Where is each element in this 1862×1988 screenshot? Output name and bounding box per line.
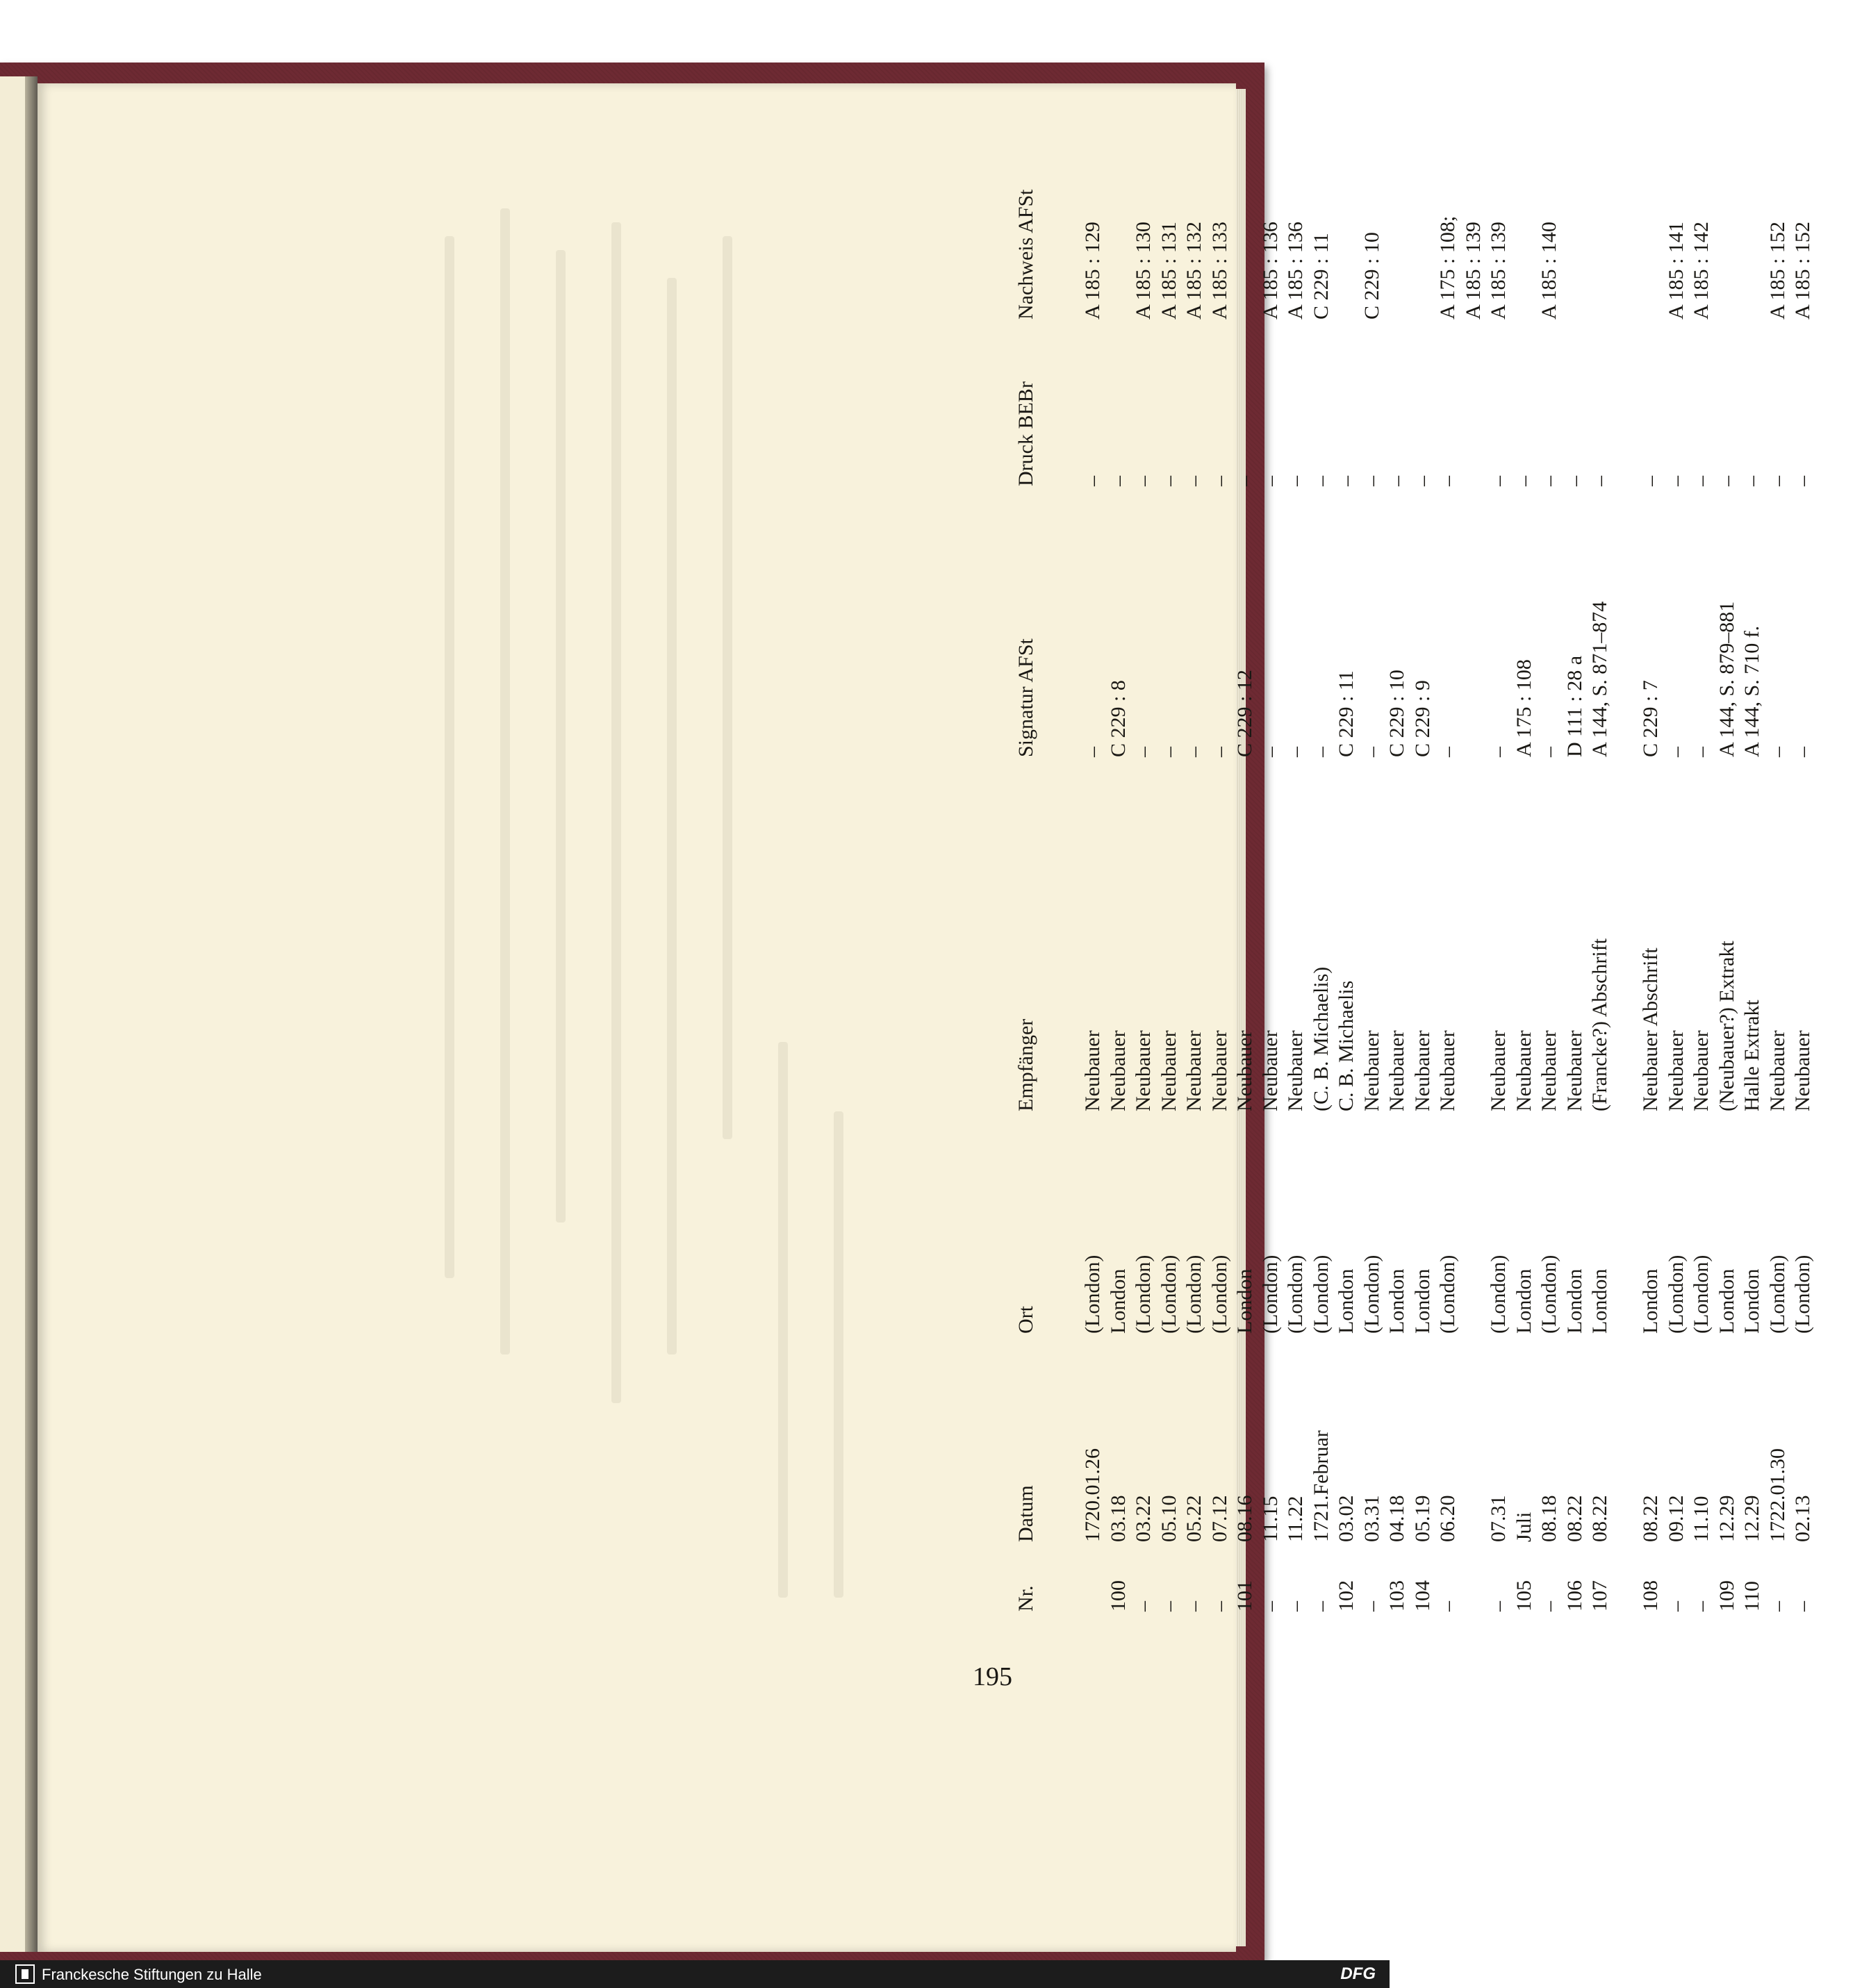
cell-nr: – xyxy=(1436,1601,1459,1612)
table-row xyxy=(1310,139,1333,1612)
cell-datum: 04.18 xyxy=(1385,1495,1408,1542)
cell-emp: Halle Extrakt xyxy=(1740,1000,1763,1111)
cell-druck: – xyxy=(1208,476,1231,486)
cell-sig: D 111 : 28 a xyxy=(1563,655,1586,757)
cell-nach: A 185 : 136 xyxy=(1258,222,1282,320)
cell-druck: – xyxy=(1588,476,1611,486)
table-row xyxy=(1183,139,1206,1612)
cell-emp: Neubauer Abschrift xyxy=(1639,947,1662,1111)
cell-druck: – xyxy=(1487,476,1510,486)
cell-druck: – xyxy=(1740,476,1763,486)
cell-datum: 08.22 xyxy=(1639,1495,1662,1542)
cell-nach: A 185 : 139 xyxy=(1487,222,1510,320)
cell-nr: – xyxy=(1309,1601,1333,1612)
cell-nr: – xyxy=(1360,1601,1383,1612)
cell-emp: Neubauer xyxy=(1081,1030,1104,1111)
header-datum: Datum xyxy=(1014,1485,1037,1542)
cell-datum: 03.31 xyxy=(1360,1495,1383,1542)
cell-ort: (London) xyxy=(1183,1254,1205,1334)
cell-sig: – xyxy=(1538,747,1560,757)
cell-emp: Neubauer xyxy=(1410,1030,1434,1111)
header-druck: Druck BEBr xyxy=(1014,381,1037,486)
table-row xyxy=(1360,139,1384,1612)
cell-sig: – xyxy=(1664,747,1688,757)
cell-emp: (Neubauer?) Extrakt xyxy=(1715,941,1738,1111)
left-page-edge xyxy=(0,76,26,1952)
cell-ort: (London) xyxy=(1208,1254,1231,1334)
cell-ort: London xyxy=(1740,1268,1763,1334)
cell-sig: A 144, S. 871–874 xyxy=(1588,601,1611,757)
table-row xyxy=(1436,139,1460,1612)
cell-druck: – xyxy=(1436,476,1459,486)
cell-emp: Neubauer xyxy=(1385,1030,1408,1111)
cell-druck: – xyxy=(1157,476,1180,486)
cell-nach: C 229 : 10 xyxy=(1360,232,1383,320)
cell-nach: A 185 : 152 xyxy=(1765,222,1789,320)
header-ort: Ort xyxy=(1014,1306,1037,1334)
cell-ort: (London) xyxy=(1436,1254,1459,1334)
cell-druck: – xyxy=(1385,476,1408,486)
cell-ort: London xyxy=(1410,1268,1434,1334)
cell-sig: A 175 : 108 xyxy=(1512,659,1535,757)
cell-druck: – xyxy=(1233,476,1256,486)
table-row xyxy=(1107,139,1130,1612)
table-row xyxy=(1791,139,1815,1612)
cell-nach: A 175 : 108; xyxy=(1436,215,1459,320)
dfg-logo: DFG xyxy=(1340,1964,1376,1983)
cell-ort: London xyxy=(1563,1268,1586,1334)
cell-datum: 03.18 xyxy=(1106,1495,1130,1542)
table-row xyxy=(1411,139,1435,1612)
cell-emp: Neubauer xyxy=(1690,1030,1713,1111)
cell-ort: London xyxy=(1639,1268,1662,1334)
table-header xyxy=(1014,139,1038,1612)
cell-nr: – xyxy=(1183,1601,1205,1612)
cell-ort: (London) xyxy=(1765,1254,1789,1334)
cell-datum: 08.18 xyxy=(1538,1495,1560,1542)
cell-nr: 105 xyxy=(1512,1580,1535,1612)
cell-datum: 08.22 xyxy=(1563,1495,1586,1542)
institution-name: Franckesche Stiftungen zu Halle xyxy=(42,1966,262,1983)
table-row xyxy=(1335,139,1358,1612)
cell-sig: – xyxy=(1487,747,1510,757)
table-row xyxy=(1563,139,1587,1612)
cell-emp: Neubauer xyxy=(1436,1030,1459,1111)
cell-emp: Neubauer xyxy=(1563,1030,1586,1111)
cell-nach: A 185 : 131 xyxy=(1157,222,1180,320)
cell-druck: – xyxy=(1690,476,1713,486)
cell-druck: – xyxy=(1664,476,1688,486)
cell-datum: 07.31 xyxy=(1487,1495,1510,1542)
cell-emp: Neubauer xyxy=(1765,1030,1789,1111)
header-empfaenger: Empfänger xyxy=(1014,1018,1037,1111)
cell-nr: – xyxy=(1765,1601,1789,1612)
cell-ort: (London) xyxy=(1690,1254,1713,1334)
cell-ort: (London) xyxy=(1132,1254,1155,1334)
cell-emp: Neubauer xyxy=(1664,1030,1688,1111)
cell-emp: (Francke?) Abschrift xyxy=(1588,938,1611,1111)
cell-datum: 05.22 xyxy=(1183,1495,1205,1542)
cell-nr: – xyxy=(1791,1601,1814,1612)
cell-sig: – xyxy=(1690,747,1713,757)
cell-sig: C 229 : 10 xyxy=(1385,670,1408,757)
cell-ort: (London) xyxy=(1157,1254,1180,1334)
table-row xyxy=(1487,139,1510,1612)
letters-table xyxy=(1014,139,1862,1612)
cell-emp: Neubauer xyxy=(1487,1030,1510,1111)
cell-druck: – xyxy=(1284,476,1307,486)
cell-sig: – xyxy=(1284,747,1307,757)
cell-nr: – xyxy=(1284,1601,1307,1612)
cell-ort: (London) xyxy=(1664,1254,1688,1334)
table-row xyxy=(1462,139,1485,1612)
table-row xyxy=(1233,139,1257,1612)
cell-datum: 05.10 xyxy=(1157,1495,1180,1542)
table-row xyxy=(1513,139,1536,1612)
cell-datum: 03.02 xyxy=(1335,1495,1358,1542)
cell-ort: London xyxy=(1588,1268,1611,1334)
cell-sig: – xyxy=(1258,747,1282,757)
cell-emp: Neubauer xyxy=(1538,1030,1560,1111)
cell-ort: (London) xyxy=(1538,1254,1560,1334)
cell-druck: – xyxy=(1335,476,1358,486)
cell-nach: A 185 : 133 xyxy=(1208,222,1231,320)
cell-nr: – xyxy=(1258,1601,1282,1612)
cell-sig: C 229 : 7 xyxy=(1639,680,1662,757)
cell-datum: 1720.01.26 xyxy=(1081,1448,1104,1542)
cell-nr: 101 xyxy=(1233,1580,1256,1612)
cell-ort: (London) xyxy=(1487,1254,1510,1334)
cell-druck: – xyxy=(1791,476,1814,486)
cell-druck: – xyxy=(1639,476,1662,486)
cell-nr: – xyxy=(1208,1601,1231,1612)
rotated-table-region xyxy=(1014,139,1862,1612)
cell-druck: – xyxy=(1132,476,1155,486)
cell-nr: 106 xyxy=(1563,1580,1586,1612)
cell-sig: C 229 : 9 xyxy=(1410,680,1434,757)
cell-nr: – xyxy=(1664,1601,1688,1612)
cell-sig: C 229 : 11 xyxy=(1335,670,1358,757)
cell-nach: A 185 : 142 xyxy=(1690,222,1713,320)
cell-druck: – xyxy=(1715,476,1738,486)
cell-nr: 107 xyxy=(1588,1580,1611,1612)
cell-nr: – xyxy=(1132,1601,1155,1612)
cell-sig: – xyxy=(1157,747,1180,757)
cell-emp: Neubauer xyxy=(1512,1030,1535,1111)
institution-logo-icon xyxy=(15,1964,35,1984)
cell-datum: 1721.Februar xyxy=(1309,1430,1333,1542)
table-row xyxy=(1614,139,1638,1612)
cell-emp: Neubauer xyxy=(1106,1030,1130,1111)
cell-sig: A 144, S. 710 f. xyxy=(1740,625,1763,757)
cell-datum: 08.22 xyxy=(1588,1495,1611,1542)
cell-nach: A 185 : 140 xyxy=(1538,222,1560,320)
cell-nr: 110 xyxy=(1740,1581,1763,1612)
cell-nach: A 185 : 141 xyxy=(1664,222,1688,320)
cell-datum: 11.10 xyxy=(1690,1496,1713,1542)
cell-druck: – xyxy=(1538,476,1560,486)
cell-sig: – xyxy=(1183,747,1205,757)
cell-nr: 102 xyxy=(1335,1580,1358,1612)
page-number: 195 xyxy=(973,1662,1012,1691)
cell-druck: – xyxy=(1309,476,1333,486)
cell-datum: 02.13 xyxy=(1791,1495,1814,1542)
cell-nr: 104 xyxy=(1410,1580,1434,1612)
cell-ort: (London) xyxy=(1791,1254,1814,1334)
cell-druck: – xyxy=(1765,476,1789,486)
cell-nach: A 185 : 152 xyxy=(1791,222,1814,320)
cell-ort: London xyxy=(1106,1268,1130,1334)
cell-druck: – xyxy=(1106,476,1130,486)
cell-emp: Neubauer xyxy=(1208,1030,1231,1111)
cell-druck: – xyxy=(1183,476,1205,486)
cell-nach: C 229 : 11 xyxy=(1309,233,1333,320)
table-row xyxy=(1284,139,1308,1612)
header-nr: Nr. xyxy=(1014,1585,1037,1612)
cell-ort: London xyxy=(1512,1268,1535,1334)
table-row xyxy=(1639,139,1663,1612)
cell-nr: 103 xyxy=(1385,1580,1408,1612)
cell-druck: – xyxy=(1081,476,1104,486)
cell-sig: C 229 : 8 xyxy=(1106,680,1130,757)
book-gutter xyxy=(25,76,38,1952)
cell-sig: – xyxy=(1208,747,1231,757)
cell-sig: – xyxy=(1360,747,1383,757)
cell-datum: 11.15 xyxy=(1258,1496,1282,1542)
header-nachweis: Nachweis AFSt xyxy=(1014,189,1037,320)
cell-nr: – xyxy=(1690,1601,1713,1612)
table-row xyxy=(1665,139,1688,1612)
cell-nach: A 185 : 136 xyxy=(1284,222,1307,320)
cell-datum: 08.16 xyxy=(1233,1495,1256,1542)
cell-emp: Neubauer xyxy=(1157,1030,1180,1111)
cell-nr: – xyxy=(1487,1601,1510,1612)
cell-datum: 12.29 xyxy=(1715,1495,1738,1542)
cell-sig: – xyxy=(1081,747,1104,757)
cell-sig: – xyxy=(1436,747,1459,757)
cell-druck: – xyxy=(1512,476,1535,486)
cell-ort: (London) xyxy=(1081,1254,1104,1334)
table-row xyxy=(1740,139,1764,1612)
cell-datum: 12.29 xyxy=(1740,1495,1763,1542)
cell-ort: (London) xyxy=(1360,1254,1383,1334)
cell-emp: C. B. Michaelis xyxy=(1335,980,1358,1111)
cell-sig: – xyxy=(1791,747,1814,757)
cell-emp: Neubauer xyxy=(1360,1030,1383,1111)
cell-datum: 11.22 xyxy=(1284,1496,1307,1542)
cell-emp: Neubauer xyxy=(1258,1030,1282,1111)
cell-ort: London xyxy=(1233,1268,1256,1334)
cell-ort: London xyxy=(1335,1268,1358,1334)
table-row xyxy=(1766,139,1790,1612)
cell-emp: Neubauer xyxy=(1284,1030,1307,1111)
cell-druck: – xyxy=(1410,476,1434,486)
cell-sig: – xyxy=(1132,747,1155,757)
table-row xyxy=(1081,139,1105,1612)
cell-druck: – xyxy=(1360,476,1383,486)
cell-sig: – xyxy=(1765,747,1789,757)
cell-nach: A 185 : 129 xyxy=(1081,222,1104,320)
table-row xyxy=(1132,139,1155,1612)
cell-datum: Juli xyxy=(1512,1511,1535,1542)
cell-ort: (London) xyxy=(1258,1254,1282,1334)
table-row xyxy=(1690,139,1713,1612)
cell-datum: 06.20 xyxy=(1436,1495,1459,1542)
cell-datum: 09.12 xyxy=(1664,1495,1688,1542)
cell-datum: 05.19 xyxy=(1410,1495,1434,1542)
cell-nr: – xyxy=(1157,1601,1180,1612)
cell-emp: Neubauer xyxy=(1183,1030,1205,1111)
cell-druck: – xyxy=(1258,476,1282,486)
cell-nr: 108 xyxy=(1639,1580,1662,1612)
cell-emp: (C. B. Michaelis) xyxy=(1309,966,1333,1111)
cell-datum: 07.12 xyxy=(1208,1495,1231,1542)
table-row xyxy=(1715,139,1739,1612)
cell-emp: Neubauer xyxy=(1791,1030,1814,1111)
table-row xyxy=(1385,139,1409,1612)
cell-sig: A 144, S. 879–881 xyxy=(1715,601,1738,757)
cell-emp: Neubauer xyxy=(1132,1030,1155,1111)
table-row xyxy=(1208,139,1232,1612)
cell-ort: (London) xyxy=(1284,1254,1307,1334)
table-row xyxy=(1157,139,1181,1612)
cell-nr: 100 xyxy=(1106,1580,1130,1612)
cell-nach: A 185 : 132 xyxy=(1183,222,1205,320)
cell-druck: – xyxy=(1563,476,1586,486)
cell-sig: – xyxy=(1309,747,1333,757)
cell-ort: (London) xyxy=(1309,1254,1333,1334)
table-row xyxy=(1259,139,1283,1612)
cell-sig: C 229 : 12 xyxy=(1233,670,1256,757)
cell-ort: London xyxy=(1715,1268,1738,1334)
cell-emp: Neubauer xyxy=(1233,1030,1256,1111)
cell-nr: 109 xyxy=(1715,1580,1738,1612)
cell-nach: A 185 : 139 xyxy=(1461,222,1485,320)
cell-datum: 03.22 xyxy=(1132,1495,1155,1542)
header-signatur: Signatur AFSt xyxy=(1014,638,1037,757)
table-row xyxy=(1588,139,1612,1612)
cell-datum: 1722.01.30 xyxy=(1765,1448,1789,1542)
cell-nach: A 185 : 130 xyxy=(1132,222,1155,320)
cell-nr: – xyxy=(1538,1601,1560,1612)
footer-bar xyxy=(0,1960,1390,1988)
cell-ort: London xyxy=(1385,1268,1408,1334)
table-row xyxy=(1538,139,1561,1612)
